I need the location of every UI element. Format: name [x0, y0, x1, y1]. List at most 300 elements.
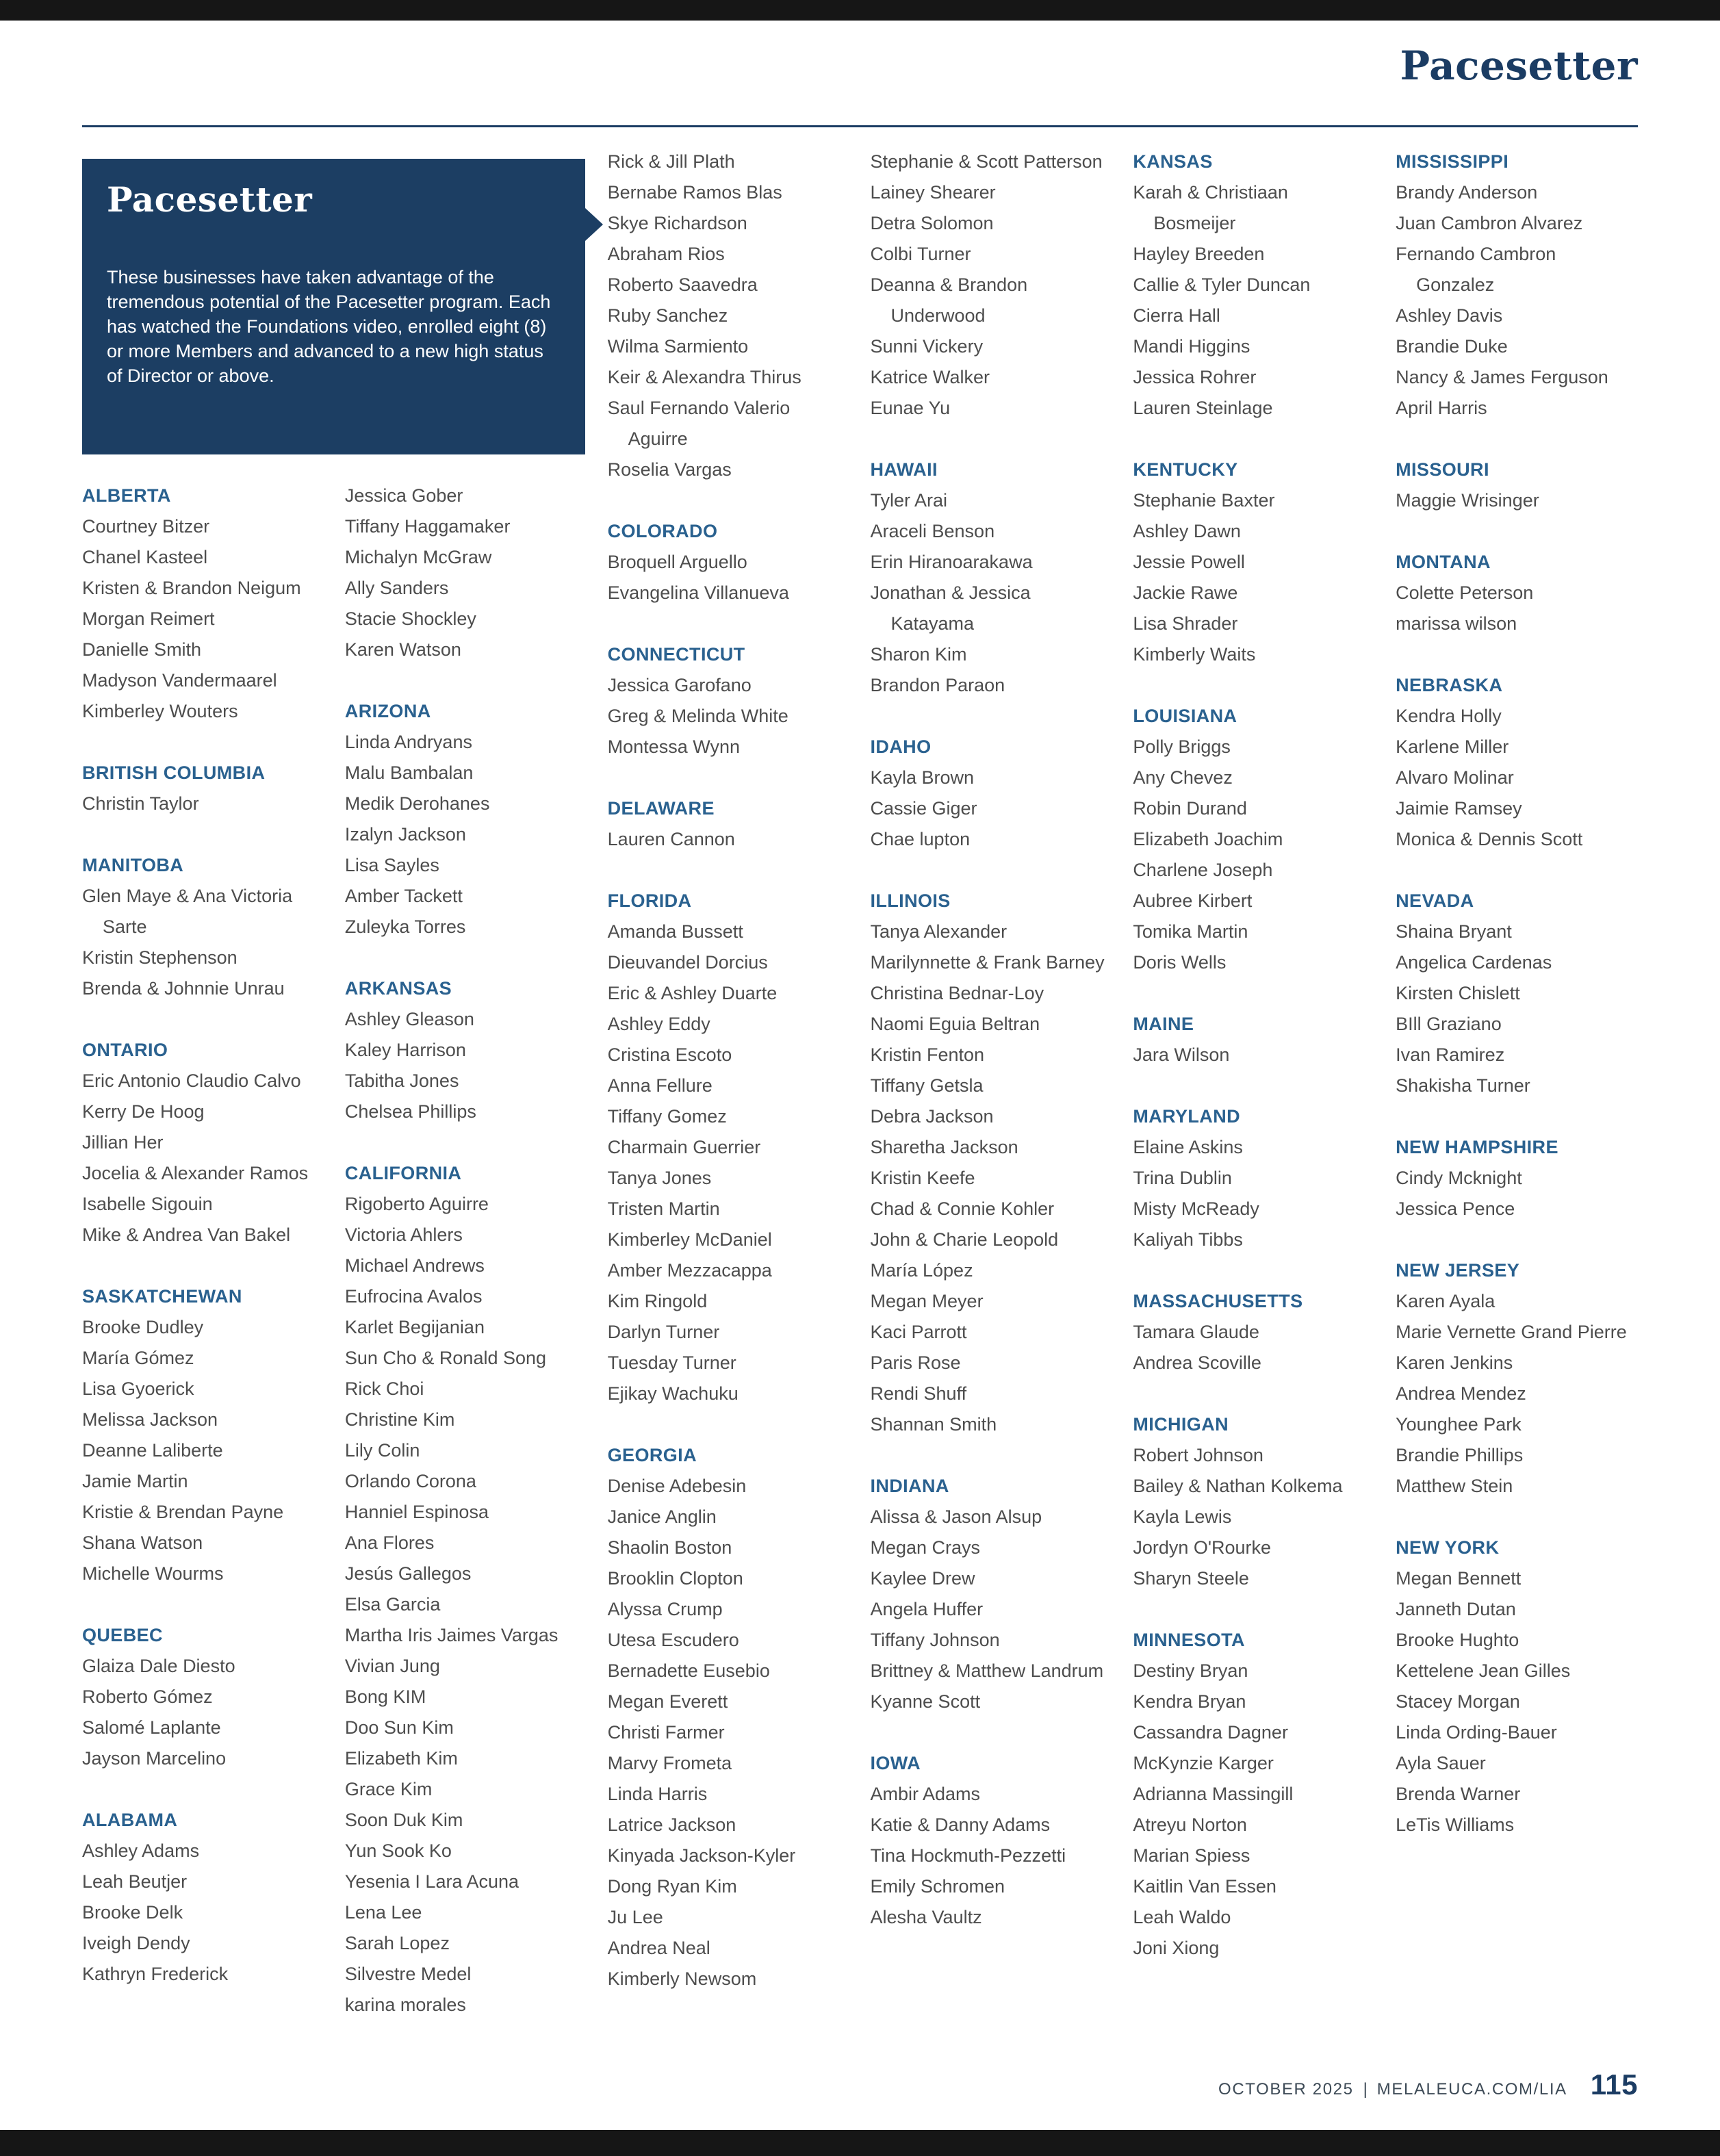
member-name: Denise Adebesin [607, 1476, 747, 1496]
member-name: Grace Kim [344, 1779, 433, 1799]
member-name: Karlet Begijanian [344, 1317, 485, 1337]
member-name: Chanel Kasteel [82, 547, 208, 567]
state-header: NEBRASKA [1396, 675, 1503, 695]
member-name: McKynzie Karger [1133, 1753, 1274, 1773]
member-name: Brandon Paraon [870, 675, 1005, 695]
member-name: Ejikay Wachuku [607, 1383, 739, 1404]
member-name: Silvestre Medel [344, 1964, 472, 1984]
member-name: Joni Xiong [1133, 1938, 1220, 1958]
member-name: María López [870, 1260, 973, 1281]
member-name: Karen Jenkins [1396, 1352, 1513, 1373]
member-name: Lisa Gyoerick [82, 1378, 194, 1399]
member-name: Andrea Mendez [1396, 1383, 1526, 1404]
member-name: Amber Mezzacappa [607, 1260, 772, 1281]
member-name: Karah & Christiaan Bosmeijer [1133, 182, 1288, 233]
member-name: Jaimie Ramsey [1396, 798, 1522, 819]
state-block [1133, 454, 1375, 670]
member-name: Kyanne Scott [870, 1691, 981, 1712]
state-block [608, 146, 850, 485]
state-header: MINNESOTA [1133, 1630, 1245, 1650]
member-name: Eric & Ashley Duarte [607, 983, 778, 1003]
state-header: KENTUCKY [1133, 459, 1238, 480]
state-block [1133, 1101, 1375, 1255]
member-name: Ashley Eddy [607, 1014, 710, 1034]
member-name: Elizabeth Joachim [1133, 829, 1283, 849]
column [870, 146, 1112, 2051]
member-name: Kathryn Frederick [82, 1964, 229, 1984]
column [1133, 146, 1375, 2051]
member-name: Jessie Powell [1133, 552, 1245, 572]
member-name: Charlene Joseph [1133, 860, 1273, 880]
member-name: Brooklin Clopton [607, 1568, 743, 1589]
member-name: Jackie Rawe [1133, 582, 1238, 603]
member-name: Victoria Ahlers [344, 1224, 463, 1245]
state-block [1133, 1625, 1375, 1964]
member-name: Kettelene Jean Gilles [1396, 1660, 1571, 1681]
member-name: Ashley Adams [82, 1840, 200, 1861]
member-name: marissa wilson [1396, 613, 1517, 634]
state-block [1133, 1286, 1375, 1378]
member-name: Janneth Dutan [1396, 1599, 1516, 1619]
footer-website: MELALEUCA.COM/LIA [1376, 2080, 1567, 2099]
member-name: Jessica Rohrer [1133, 367, 1257, 387]
member-name: Maggie Wrisinger [1396, 490, 1539, 511]
member-name: Elsa Garcia [344, 1594, 441, 1615]
member-name: Mike & Andrea Van Bakel [82, 1224, 291, 1245]
state-block [82, 850, 324, 1004]
member-name: Leah Waldo [1133, 1907, 1231, 1927]
member-name: Wilma Sarmiento [607, 336, 749, 357]
state-header: MASSACHUSETTS [1133, 1291, 1303, 1311]
member-name: Ally Sanders [344, 578, 449, 598]
member-name: Monica & Dennis Scott [1396, 829, 1583, 849]
member-name: Shana Watson [82, 1532, 203, 1553]
member-name: Shaina Bryant [1396, 921, 1512, 942]
member-name: Keir & Alexandra Thirus [607, 367, 801, 387]
state-block [345, 1158, 587, 2020]
member-name: Anna Fellure [607, 1075, 713, 1096]
member-name: Ashley Gleason [344, 1009, 474, 1029]
member-name: Yun Sook Ko [344, 1840, 452, 1861]
member-name: Tuesday Turner [607, 1352, 736, 1373]
state-header: DELAWARE [607, 798, 715, 819]
member-name: Sharetha Jackson [870, 1137, 1018, 1157]
member-name: Chad & Connie Kohler [870, 1198, 1055, 1219]
member-name: Kendra Bryan [1133, 1691, 1246, 1712]
member-name: Lauren Steinlage [1133, 398, 1273, 418]
member-name: Kerry De Hoog [82, 1101, 205, 1122]
member-name: Brenda Warner [1396, 1784, 1521, 1804]
member-name: Naomi Eguia Beltran [870, 1014, 1040, 1034]
member-name: Paris Rose [870, 1352, 961, 1373]
member-name: Iveigh Dendy [82, 1933, 190, 1953]
state-block [608, 1440, 850, 1994]
member-name: Detra Solomon [870, 213, 994, 233]
member-name: Malu Bambalan [344, 762, 474, 783]
state-header: NEW HAMPSHIRE [1396, 1137, 1558, 1157]
footer-divider: | [1363, 2080, 1368, 2099]
member-name: Polly Briggs [1133, 736, 1231, 757]
member-name: Rigoberto Aguirre [344, 1194, 489, 1214]
member-name: Marie Vernette Grand Pierre [1396, 1322, 1627, 1342]
member-name: Ju Lee [607, 1907, 663, 1927]
member-name: Lauren Cannon [607, 829, 735, 849]
member-name: Amanda Bussett [607, 921, 743, 942]
member-name: Kinyada Jackson-Kyler [607, 1845, 796, 1866]
member-name: Alesha Vaultz [870, 1907, 982, 1927]
member-name: Tiffany Gomez [607, 1106, 727, 1127]
state-header: ILLINOIS [870, 890, 951, 911]
member-name: Kimberly Newsom [607, 1968, 757, 1989]
member-name: Broquell Arguello [607, 552, 747, 572]
member-name: Brandie Phillips [1396, 1445, 1524, 1465]
state-header: KANSAS [1133, 151, 1213, 172]
state-header: ALBERTA [82, 485, 171, 506]
state-header: ONTARIO [82, 1040, 168, 1060]
state-header: SASKATCHEWAN [82, 1286, 242, 1307]
member-name: Sharon Kim [870, 644, 967, 665]
member-name: Erin Hiranoarakawa [870, 552, 1033, 572]
member-name: Utesa Escudero [607, 1630, 739, 1650]
member-name: Montessa Wynn [607, 736, 740, 757]
member-name: Brandy Anderson [1396, 182, 1538, 203]
column [82, 146, 324, 2051]
state-header: BRITISH COLUMBIA [82, 762, 266, 783]
member-name: Charmain Guerrier [607, 1137, 761, 1157]
member-name: Linda Ording-Bauer [1396, 1722, 1557, 1743]
member-name: LeTis Williams [1396, 1814, 1515, 1835]
member-name: Shaolin Boston [607, 1537, 732, 1558]
member-name: Darlyn Turner [607, 1322, 720, 1342]
state-header: COLORADO [607, 521, 718, 541]
member-name: Karlene Miller [1396, 736, 1509, 757]
member-name: Jessica Garofano [607, 675, 752, 695]
member-name: Lisa Sayles [344, 855, 439, 875]
state-block [1396, 1255, 1638, 1502]
member-name: Greg & Melinda White [607, 706, 788, 726]
state-header: NEW YORK [1396, 1537, 1500, 1558]
member-name: Deanne Laliberte [82, 1440, 223, 1461]
state-header: QUEBEC [82, 1625, 163, 1645]
state-block [82, 480, 324, 727]
member-name: karina morales [344, 1994, 466, 2015]
state-block [870, 146, 1112, 424]
member-name: Ashley Davis [1396, 305, 1503, 326]
member-name: Kaylee Drew [870, 1568, 975, 1589]
member-name: Karen Watson [344, 639, 461, 660]
member-name: Emily Schromen [870, 1876, 1005, 1897]
member-name: Sun Cho & Ronald Song [344, 1348, 547, 1368]
member-name: Callie & Tyler Duncan [1133, 274, 1311, 295]
member-name: Andrea Neal [607, 1938, 710, 1958]
state-header: MICHIGAN [1133, 1414, 1229, 1435]
state-block [1396, 1132, 1638, 1224]
member-name: Angelica Cardenas [1396, 952, 1552, 973]
member-name: Hayley Breeden [1133, 244, 1265, 264]
member-name: Martha Iris Jaimes Vargas [344, 1625, 559, 1645]
member-name: Hanniel Espinosa [344, 1502, 489, 1522]
member-name: Kaley Harrison [344, 1040, 466, 1060]
member-name: Araceli Benson [870, 521, 995, 541]
member-name: Tabitha Jones [344, 1070, 459, 1091]
member-name: Marian Spiess [1133, 1845, 1250, 1866]
member-name: Tiffany Johnson [870, 1630, 1000, 1650]
member-name: Cierra Hall [1133, 305, 1220, 326]
member-name: Chae lupton [870, 829, 971, 849]
member-name: Sharyn Steele [1133, 1568, 1249, 1589]
member-name: Lily Colin [344, 1440, 420, 1461]
member-name: Ayla Sauer [1396, 1753, 1486, 1773]
member-name: Nancy & James Ferguson [1396, 367, 1608, 387]
member-name: Brooke Dudley [82, 1317, 204, 1337]
state-header: GEORGIA [607, 1445, 697, 1465]
member-name: Megan Bennett [1396, 1568, 1522, 1589]
page-title: Pacesetter [1400, 42, 1638, 89]
member-name: Tanya Jones [607, 1168, 712, 1188]
state-header: MAINE [1133, 1014, 1194, 1034]
member-name: Aubree Kirbert [1133, 890, 1253, 911]
member-name: Sunni Vickery [870, 336, 984, 357]
member-name: Eric Antonio Claudio Calvo [82, 1070, 301, 1091]
state-header: MANITOBA [82, 855, 184, 875]
member-name: Jamie Martin [82, 1471, 188, 1491]
member-name: Elaine Askins [1133, 1137, 1243, 1157]
member-name: Madyson Vandermaarel [82, 670, 277, 691]
member-name: Kayla Lewis [1133, 1506, 1232, 1527]
column [608, 146, 850, 2051]
column [1396, 146, 1638, 2051]
member-name: Jara Wilson [1133, 1044, 1230, 1065]
state-header: IDAHO [870, 736, 932, 757]
intro-box-title: Pacesetter [107, 179, 313, 220]
member-name: Marilynnette & Frank Barney [870, 952, 1105, 973]
member-name: Glen Maye & Ana Victoria Sarte [82, 886, 293, 937]
member-name: Karen Ayala [1396, 1291, 1496, 1311]
column [345, 146, 587, 2051]
state-block [1396, 146, 1638, 424]
member-name: Fernando Cambron Gonzalez [1396, 244, 1556, 295]
page-footer [1218, 2068, 1638, 2101]
member-name: Jocelia & Alexander Ramos [82, 1163, 309, 1183]
state-block [82, 1035, 324, 1250]
member-name: Stephanie & Scott Patterson [870, 151, 1103, 172]
member-name: Tamara Glaude [1133, 1322, 1259, 1342]
member-name: Cindy Mcknight [1396, 1168, 1522, 1188]
member-name: Any Chevez [1133, 767, 1233, 788]
state-block [870, 454, 1112, 701]
member-name: Kaci Parrott [870, 1322, 967, 1342]
member-name: Roberto Gómez [82, 1686, 213, 1707]
member-name: Ana Flores [344, 1532, 435, 1553]
member-name: Destiny Bryan [1133, 1660, 1248, 1681]
member-name: Tyler Arai [870, 490, 948, 511]
state-header: MONTANA [1396, 552, 1491, 572]
member-name: Kirsten Chislett [1396, 983, 1520, 1003]
member-name: Janice Anglin [607, 1506, 717, 1527]
member-name: Kristin Keefe [870, 1168, 975, 1188]
member-name: Christi Farmer [607, 1722, 725, 1743]
member-name: Jillian Her [82, 1132, 164, 1153]
member-name: Roberto Saavedra [607, 274, 758, 295]
member-name: Stacie Shockley [344, 608, 476, 629]
member-name: Sarah Lopez [344, 1933, 450, 1953]
state-block [1133, 146, 1375, 424]
member-name: Brittney & Matthew Landrum [870, 1660, 1104, 1681]
member-name: Kaliyah Tibbs [1133, 1229, 1243, 1250]
member-name: Rick Choi [344, 1378, 424, 1399]
state-block [82, 1620, 324, 1774]
member-name: Kimberley Wouters [82, 701, 238, 721]
member-name: Ashley Dawn [1133, 521, 1241, 541]
footer-page-number: 115 [1590, 2068, 1638, 2101]
footer-issue-date: OCTOBER 2025 [1218, 2080, 1354, 2099]
member-name: Roselia Vargas [607, 459, 732, 480]
member-name: Matthew Stein [1396, 1476, 1513, 1496]
member-name: Alyssa Crump [607, 1599, 723, 1619]
member-name: Dieuvandel Dorcius [607, 952, 768, 973]
member-name: Michael Andrews [344, 1255, 485, 1276]
member-name: Stephanie Baxter [1133, 490, 1275, 511]
title-divider-rule [82, 125, 1638, 127]
member-name: Younghee Park [1396, 1414, 1522, 1435]
columns [82, 146, 1638, 2051]
member-name: Shakisha Turner [1396, 1075, 1530, 1096]
member-name: Brooke Hughto [1396, 1630, 1519, 1650]
member-name: Linda Andryans [344, 732, 472, 752]
member-name: John & Charie Leopold [870, 1229, 1059, 1250]
member-name: Tanya Alexander [870, 921, 1007, 942]
member-name: Kristen & Brandon Neigum [82, 578, 301, 598]
member-name: Lena Lee [344, 1902, 422, 1923]
member-name: Cristina Escoto [607, 1044, 732, 1065]
member-name: Izalyn Jackson [344, 824, 466, 845]
member-name: Rendi Shuff [870, 1383, 967, 1404]
member-name: Alissa & Jason Alsup [870, 1506, 1042, 1527]
member-name: Jayson Marcelino [82, 1748, 227, 1769]
member-name: Tristen Martin [607, 1198, 720, 1219]
member-name: Lisa Shrader [1133, 613, 1238, 634]
member-name: Amber Tackett [344, 886, 463, 906]
state-block [1396, 547, 1638, 639]
state-block [1396, 670, 1638, 855]
member-name: Yesenia I Lara Acuna [344, 1871, 519, 1892]
state-block [870, 886, 1112, 1440]
member-name: Ruby Sanchez [607, 305, 728, 326]
member-name: Alvaro Molinar [1396, 767, 1514, 788]
member-name: Abraham Rios [607, 244, 725, 264]
member-name: Bernabe Ramos Blas [607, 182, 782, 203]
member-name: Christina Bednar-Loy [870, 983, 1044, 1003]
member-name: Brenda & Johnnie Unrau [82, 978, 285, 999]
member-name: Eunae Yu [870, 398, 951, 418]
member-name: Medik Derohanes [344, 793, 490, 814]
member-name: Kim Ringold [607, 1291, 708, 1311]
member-name: Kristin Fenton [870, 1044, 985, 1065]
state-block [82, 1805, 324, 1990]
member-name: Colbi Turner [870, 244, 971, 264]
member-name: Courtney Bitzer [82, 516, 210, 537]
state-header: NEW JERSEY [1396, 1260, 1520, 1281]
state-block [345, 480, 587, 665]
member-name: Michelle Wourms [82, 1563, 224, 1584]
member-name: Mandi Higgins [1133, 336, 1250, 357]
state-header: CONNECTICUT [607, 644, 745, 665]
member-name: Evangelina Villanueva [607, 582, 789, 603]
member-name: Tiffany Getsla [870, 1075, 984, 1096]
member-name: Jordyn O'Rourke [1133, 1537, 1272, 1558]
state-block [1133, 1409, 1375, 1594]
member-name: Angela Huffer [870, 1599, 984, 1619]
member-name: Zuleyka Torres [344, 916, 466, 937]
member-name: Megan Everett [607, 1691, 728, 1712]
member-name: Trina Dublin [1133, 1168, 1232, 1188]
state-block [345, 696, 587, 942]
state-header: MARYLAND [1133, 1106, 1240, 1127]
state-block [608, 639, 850, 762]
member-name: Tomika Martin [1133, 921, 1248, 942]
member-name: Robin Durand [1133, 798, 1247, 819]
member-name: Shannan Smith [870, 1414, 997, 1435]
member-name: Kristie & Brendan Payne [82, 1502, 284, 1522]
member-name: Isabelle Sigouin [82, 1194, 213, 1214]
member-name: Elizabeth Kim [344, 1748, 458, 1769]
member-name: Megan Meyer [870, 1291, 984, 1311]
member-name: Jesús Gallegos [344, 1563, 472, 1584]
member-name: Deanna & Brandon Underwood [870, 274, 1028, 326]
top-black-bar [0, 0, 1720, 21]
state-header: ALABAMA [82, 1810, 178, 1830]
member-name: Skye Richardson [607, 213, 747, 233]
member-name: Kristin Stephenson [82, 947, 238, 968]
member-name: Juan Cambron Alvarez [1396, 213, 1583, 233]
member-name: Danielle Smith [82, 639, 202, 660]
member-name: Kaitlin Van Essen [1133, 1876, 1276, 1897]
member-name: Cassandra Dagner [1133, 1722, 1288, 1743]
member-name: Katie & Danny Adams [870, 1814, 1051, 1835]
member-name: Christin Taylor [82, 793, 199, 814]
state-block [1396, 886, 1638, 1101]
member-name: Glaiza Dale Diesto [82, 1656, 235, 1676]
member-name: Lainey Shearer [870, 182, 996, 203]
state-header: MISSISSIPPI [1396, 151, 1509, 172]
member-name: Salomé Laplante [82, 1717, 221, 1738]
member-name: Jessica Gober [344, 485, 463, 506]
member-name: Kayla Brown [870, 767, 975, 788]
member-name: Morgan Reimert [82, 608, 215, 629]
member-name: Brandie Duke [1396, 336, 1508, 357]
member-name: Ambir Adams [870, 1784, 981, 1804]
member-name: Marvy Frometa [607, 1753, 732, 1773]
bottom-black-bar [0, 2130, 1720, 2156]
member-name: Bernadette Eusebio [607, 1660, 770, 1681]
member-name: Cassie Giger [870, 798, 977, 819]
member-name: Jonathan & Jessica Katayama [870, 582, 1031, 634]
member-name: Bailey & Nathan Kolkema [1133, 1476, 1343, 1496]
member-name: María Gómez [82, 1348, 194, 1368]
state-block [1133, 1009, 1375, 1070]
member-name: Robert Johnson [1133, 1445, 1263, 1465]
state-header: NEVADA [1396, 890, 1474, 911]
state-header: FLORIDA [607, 890, 692, 911]
member-name: Atreyu Norton [1133, 1814, 1247, 1835]
state-block [1133, 701, 1375, 978]
member-name: Saul Fernando Valerio Aguirre [607, 398, 791, 449]
state-block [345, 973, 587, 1127]
member-name: Kimberley McDaniel [607, 1229, 772, 1250]
member-name: Doris Wells [1133, 952, 1227, 973]
member-name: Dong Ryan Kim [607, 1876, 737, 1897]
state-header: ARKANSAS [344, 978, 452, 999]
